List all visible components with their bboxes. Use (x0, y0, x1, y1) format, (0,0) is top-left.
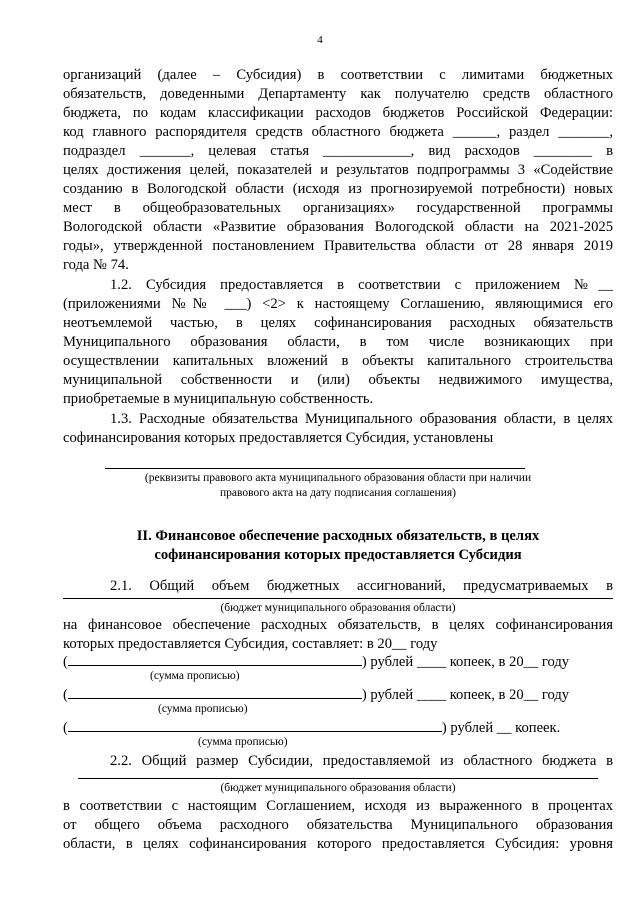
open-paren: ( (63, 687, 68, 703)
field-caption: (бюджет муниципального образования области) (220, 782, 456, 794)
field-caption: (сумма прописью) (158, 703, 248, 715)
text-line: 2.2. Общий размер Субсидии, предоставляемой из областного бюджета в (110, 753, 613, 769)
text-line: в соответствии с настоящим Соглашением, исходя из выраженного в процентах (63, 798, 613, 814)
section-heading: II. Финансовое обеспечение расходных обязательств, в целях (136, 528, 540, 544)
field-caption: (реквизиты правового акта муниципального образования области при наличии (144, 472, 532, 484)
text-line: осуществлении капитальных вложений в объекты капитального строительства (63, 353, 613, 369)
amount-tail: ) рублей ____ копеек, в 20__ году (361, 654, 570, 670)
amount-blank (68, 717, 442, 732)
text-line: 2.1. Общий объем бюджетных ассигнований, предусматриваемых в (110, 578, 613, 594)
text-line: года № 74. (63, 257, 129, 273)
fill-in-line (63, 598, 613, 599)
text-line: софинансирования которых предоставляется Субсидия, установлены (63, 430, 494, 446)
text-line: 1.3. Расходные обязательства Муниципального образования области, в целях (110, 411, 613, 427)
open-paren: ( (63, 720, 68, 736)
amount-tail: ) рублей __ копеек. (441, 720, 561, 736)
text-line: 1.2. Субсидия предоставляется в соответствии с приложением №__ (110, 277, 613, 293)
field-caption: правового акта на дату подписания соглашения) (219, 487, 456, 499)
open-paren: ( (63, 654, 68, 670)
field-caption: (сумма прописью) (198, 736, 288, 748)
text-line: неотъемлемой частью, в целях софинансирования расходных обязательств (63, 315, 613, 331)
text-line: обязательств, доведенными Департаменту как получателю средств областного (63, 86, 613, 102)
amount-tail: ) рублей ____ копеек, в 20__ году (361, 687, 570, 703)
field-caption: (бюджет муниципального образования области) (220, 602, 456, 614)
text-line: бюджета, по кодам классификации расходов бюджетов Российской Федерации: (63, 105, 613, 121)
text-line: (приложениями №№ ___) <2> к настоящему Соглашению, являющимися его (63, 296, 613, 312)
text-line: Муниципального образования области, в том числе возникающих при (63, 334, 613, 350)
text-line: области, в целях софинансирования которого предоставляется Субсидия: уровня (63, 836, 613, 852)
text-line: приобретаемые в муниципальную собственность. (63, 391, 374, 407)
text-line: код главного распорядителя средств областного бюджета ______, раздел _______, (63, 124, 613, 140)
section-heading: софинансирования которых предоставляется Субсидия (154, 547, 522, 563)
field-caption: (сумма прописью) (150, 670, 240, 682)
page-number: 4 (317, 34, 323, 46)
text-line: от общего объема расходного обязательства Муниципального образования (63, 817, 613, 833)
fill-in-line (78, 778, 598, 779)
text-line: мест в общеобразовательных организациях» государственной программы (63, 200, 613, 216)
fill-in-line (105, 468, 525, 469)
text-line: на финансовое обеспечение расходных обязательств, в целях софинансирования (63, 617, 613, 633)
amount-blank (68, 684, 362, 699)
text-line: целях достижения целей, показателей и результатов подпрограммы 3 «Содействие (63, 162, 613, 178)
text-line: Вологодской области «Развитие образования Вологодской области на 2021-2025 (63, 219, 613, 235)
amount-blank (68, 651, 362, 666)
text-line: подраздел _______, целевая статья ____________, вид расходов ________ в (63, 143, 613, 159)
text-line: организаций (далее – Субсидия) в соответствии с лимитами бюджетных (63, 67, 613, 83)
text-line: которых предоставляется Субсидия, составляет: в 20__ году (63, 636, 438, 652)
text-line: муниципальной собственности и (или) объекты недвижимого имущества, (63, 372, 613, 388)
text-line: годы», утвержденной постановлением Правительства области от 28 января 2019 (63, 238, 613, 254)
text-line: созданию в Вологодской области (исходя из прогнозируемой потребности) новых (63, 181, 613, 197)
